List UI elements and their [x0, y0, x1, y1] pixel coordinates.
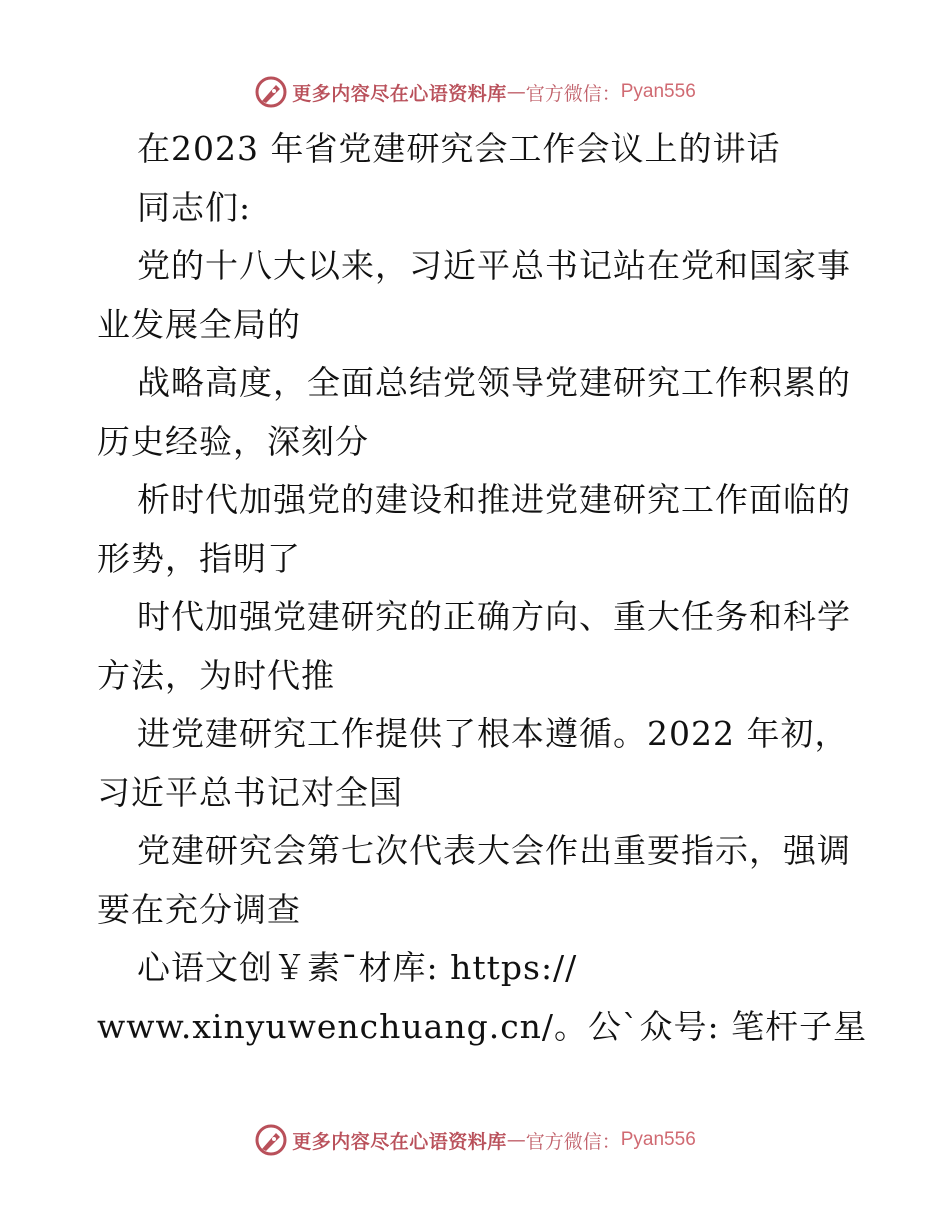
- text-line: 进党建研究工作提供了根本遵循。2022 年初，: [137, 714, 849, 753]
- text-line: 习近平总书记对全国: [97, 772, 403, 812]
- pen-nib-circle-icon: [254, 75, 288, 109]
- footer-watermark: [0, 1120, 950, 1160]
- text-line: 要在充分调查: [97, 889, 301, 929]
- watermark-dash: —: [506, 1129, 526, 1151]
- document-title: 在2023 年省党建研究会工作会议上的讲话: [137, 129, 781, 168]
- text-line: 业发展全局的: [97, 304, 301, 344]
- text-line: 党的十八大以来，习近平总书记站在党和国家事: [137, 246, 851, 285]
- pen-nib-circle-icon: [254, 1123, 288, 1157]
- text-line: 心语文创￥素¯材库: https://: [137, 948, 578, 987]
- text-line: 形势，指明了: [97, 538, 301, 578]
- watermark-wechat-id: Pyan556: [620, 1129, 696, 1150]
- watermark-label: 官方微信：: [525, 1130, 621, 1153]
- text-line: www.xinyuwenchuang.cn/。公`众号: 笔杆子星: [97, 1006, 868, 1046]
- header-watermark: [0, 72, 950, 112]
- text-line: 时代加强党建研究的正确方向、重大任务和科学: [137, 597, 851, 636]
- watermark-main-text: 更多内容尽在心语资料库: [292, 1130, 507, 1153]
- document-body: [97, 120, 867, 1056]
- text-line: 方法，为时代推: [97, 655, 335, 695]
- text-line: 析时代加强党的建设和推进党建研究工作面临的: [137, 480, 851, 519]
- text-line: 党建研究会第七次代表大会作出重要指示，强调: [137, 831, 851, 870]
- watermark-main-text: 更多内容尽在心语资料库: [292, 82, 507, 105]
- text-line: 战略高度，全面总结党领导党建研究工作积累的: [137, 363, 851, 402]
- text-line: 同志们:: [137, 187, 252, 227]
- watermark-label: 官方微信：: [525, 82, 621, 105]
- watermark-wechat-id: Pyan556: [620, 81, 696, 102]
- text-line: 历史经验，深刻分: [97, 421, 369, 461]
- watermark-dash: —: [506, 81, 526, 103]
